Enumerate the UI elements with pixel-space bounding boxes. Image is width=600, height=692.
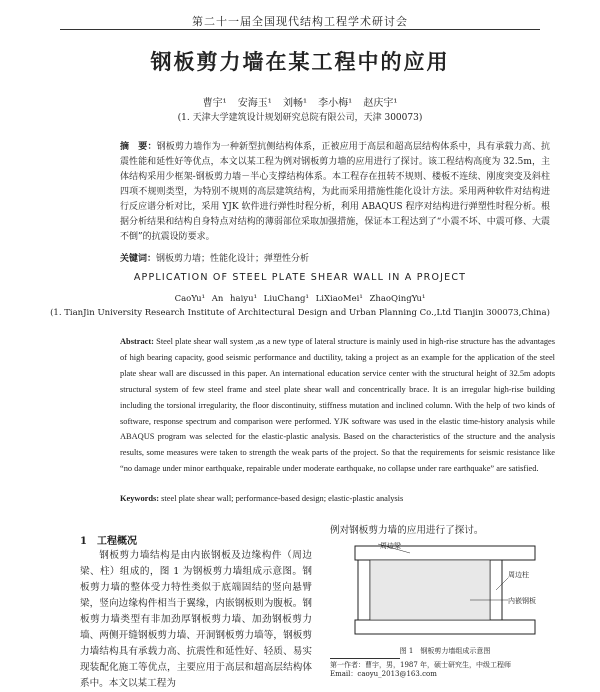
keywords-en-label: Keywords: — [120, 494, 160, 503]
footnote-rule — [330, 658, 400, 659]
footnote-author: 第一作者：曹宇，男，1987 年，硕士研究生，中级工程师 — [330, 661, 512, 669]
paper-title-cn: 钢板剪力墙在某工程中的应用 — [150, 50, 450, 74]
conference-header: 第二十一届全国现代结构工程学术研讨会 — [192, 15, 408, 28]
infill-plate — [370, 560, 490, 620]
section-1-paragraph: 钢板剪力墙结构是由内嵌钢板及边缘构件（周边梁、柱）组成的，图 1 为钢板剪力墙组成示意图。钢板剪力墙的整体受力特性类似于底端固结的竖向悬臂梁，竖向边缘构件相当于翼缘，内嵌钢板则为腹板。钢板剪力墙类型有非加劲厚钢板剪力墙、加劲钢板剪力墙、两侧开缝钢板剪力墙、开洞钢板剪力墙等，钢板剪力墙结构具有承载力高、抗震性和延性好、轻质、易实现装配化施工等优点，主要应用于高层和超高层结构体系中。本文以某工程为 — [80, 550, 312, 689]
abstract-en-text: Steel plate shear wall system ,as a new type of lateral structure is mainly used in high-rise structure has the advantages of high bearing capacity, good seismic performance and ductility, taking a project as an example for the application of the steel plate shear wall are discussed in this paper. An international education service center with the structural height of 32.5m adopts structural system of few steel frame and steel plate shear wall and concentrically brace. It is an irregular high-rise building including the torsional irregularity, the floor discontinuity, stiffness mutation and inclined column. With the help of two kinds of software, response spectrum and comparison were performed. YJK software was used in the elastic time-history analysis while ABAQUS program was selected for the elastic-plastic analysis. Based on the characteristics of the structure and the analysis results, some measures were taken to strength the weak parts of the project. So that the requirements for seismic resistance like “no damage under minor earthquake, repairable under moderate earthquake, no collapse under rare earthquake” are satisfied. — [120, 337, 555, 474]
right-column-text: 例对钢板剪力墙的应用进行了探讨。 — [330, 525, 484, 536]
paper-title-en: APPLICATION OF STEEL PLATE SHEAR WALL IN A PROJECT — [133, 272, 467, 283]
figure-1-caption: 图 1 钢板剪力墙组成示意图 — [399, 647, 491, 655]
affiliation-cn: (1. 天津大学建筑设计规划研究总院有限公司，天津 300073) — [177, 113, 423, 123]
abstract-cn — [120, 140, 550, 245]
abstract-cn-label: 摘 要： — [120, 142, 157, 152]
bottom-beam — [355, 620, 535, 634]
abstract-en-label: Abstract: — [120, 337, 154, 346]
figure-label-beam: 周边梁 — [380, 542, 401, 550]
figure-1-diagram — [350, 540, 540, 640]
keywords-en — [120, 494, 555, 503]
figure-label-column: 周边柱 — [508, 571, 529, 579]
abstract-en — [120, 334, 555, 477]
left-column — [358, 560, 370, 620]
authors-cn: 曹宇¹ 安海玉¹ 刘畅¹ 李小梅¹ 赵庆宇¹ — [202, 98, 398, 109]
keywords-cn-text: 钢板剪力墙；性能化设计；弹塑性分析 — [156, 254, 310, 264]
keywords-en-text: steel plate shear wall; performance-based design; elastic-plastic analysis — [159, 494, 404, 503]
keywords-cn — [120, 251, 550, 264]
figure-label-plate: 内嵌钢板 — [508, 597, 536, 605]
header-rule — [60, 29, 540, 30]
abstract-cn-text: 钢板剪力墙作为一种新型抗侧结构体系，正被应用于高层和超高层结构体系中，具有承载力高、抗震性能和延性好等优点，本文以某工程为例对钢板剪力墙的应用进行了探讨。该工程结构高度为 32.5m，主体结构采用少框架-钢板剪力墙－半心支撑结构体系。本工程存在扭转不规则、楼板不连续、刚度突变及斜柱四项不规则类型，为特别不规则的高层建筑结构，为此而采用措施性能化设计方法。采用两种软件对结构进行反应谱分析对比，采用 YJK 软件进行弹性时程分析，利用 ABAQUS 程序对结构进行弹塑性时程分析。根据分析结果和结构自身特点对结构的薄弱部位采取加强措施，保证本工程达到了“小震不坏、中震可修、大震不倒”的抗震设防要求。 — [120, 142, 550, 242]
footnote-email: Email：caoyu_2013@163.com — [330, 670, 437, 678]
section-1-heading: 1 工程概况 — [80, 536, 137, 547]
authors-en: CaoYu¹ An haiyu¹ LiuChang¹ LiXiaoMei¹ ZhaoQingYu¹ — [174, 294, 426, 304]
keywords-cn-label: 关键词： — [120, 254, 157, 264]
affiliation-en: (1. TianJin University Research Institute of Architectural Design and Urban Planning Co.,Ltd Tianjin 300073,China) — [50, 308, 550, 318]
